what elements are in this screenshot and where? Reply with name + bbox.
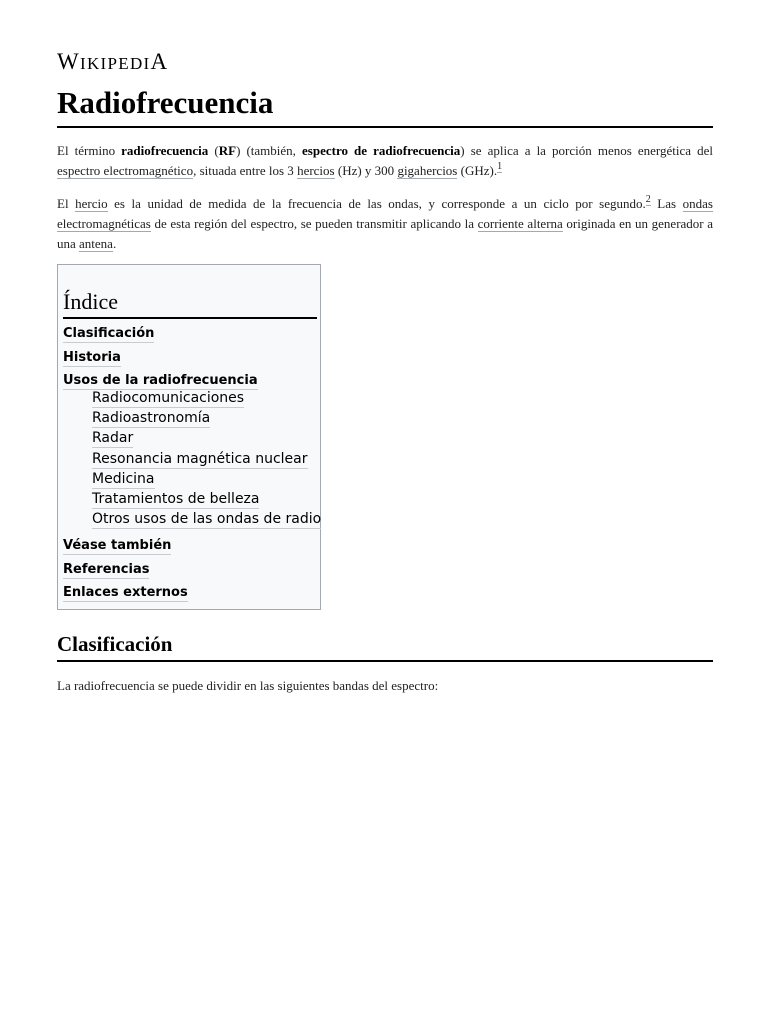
text-run: de esta región del espectro, se pueden transmitir aplicando la [150, 216, 478, 231]
toc-item-historia[interactable]: Historia [63, 350, 121, 365]
link-hercios[interactable]: hercios [297, 163, 335, 178]
toc-item-tratamientos[interactable]: Tratamientos de belleza [92, 491, 260, 507]
text-run: Las [650, 196, 683, 211]
text-run: El término [57, 143, 122, 158]
text-run: , situada entre los 3 [193, 163, 298, 178]
wordmark-letter-a: A [150, 49, 169, 74]
text-run: (Hz) y 300 [334, 163, 398, 178]
toc-item-clasificacion[interactable]: Clasificación [63, 326, 155, 341]
section-heading-clasificacion: Clasificación [57, 630, 713, 662]
section-paragraph: La radiofrecuencia se puede dividir en las siguientes bandas del espectro: [57, 678, 439, 693]
toc-item-usos[interactable]: Usos de la radiofrecuencia [63, 373, 258, 388]
text-run: ( [208, 143, 219, 158]
toc-item-resonancia[interactable]: Resonancia magnética nuclear [92, 451, 308, 467]
bold-term: RF [218, 143, 237, 158]
wikipedia-wordmark[interactable] [57, 49, 168, 75]
link-hercio[interactable]: hercio [75, 196, 108, 211]
link-ondas-electromagneticas[interactable]: ondas electromagnéticas [57, 196, 713, 231]
wordmark-letter-w: W [57, 49, 81, 74]
reference-1[interactable]: 1 [497, 161, 503, 172]
bold-term: espectro de radiofrecuencia [302, 143, 461, 158]
bold-term: radiofrecuencia [121, 143, 209, 158]
toc-item-medicina[interactable]: Medicina [92, 471, 155, 487]
text-run: . [112, 236, 117, 251]
reference-2[interactable]: 2 [645, 194, 651, 205]
text-run: (GHz). [457, 163, 498, 178]
link-corriente-alterna[interactable]: corriente alterna [477, 216, 563, 231]
text-run: El [57, 196, 76, 211]
toc-item-referencias[interactable]: Referencias [63, 562, 150, 577]
link-gigahercios[interactable]: gigahercios [397, 163, 458, 178]
text-run: ) se aplica a la porción menos energética del [460, 143, 713, 158]
toc-item-radioastronomia[interactable]: Radioastronomía [92, 410, 211, 426]
toc-item-otros-usos[interactable]: Otros usos de las ondas de radio [92, 511, 322, 527]
toc-item-radar[interactable]: Radar [92, 430, 134, 446]
page-title: Radiofrecuencia [57, 84, 713, 128]
intro-paragraph-1 [57, 141, 713, 181]
link-espectro-electromagnetico[interactable]: espectro electromagnético [57, 163, 194, 178]
text-run: es la unidad de medida de la frecuencia de las ondas, y corresponde a un ciclo por segundo. [107, 196, 646, 211]
intro-paragraph-2 [57, 194, 713, 254]
text-run: ) (también, [236, 143, 303, 158]
link-antena[interactable]: antena [79, 236, 113, 251]
toc-item-vease-tambien[interactable]: Véase también [63, 538, 172, 553]
text-run: originada en un generador a una [57, 216, 714, 251]
toc-title: Índice [63, 287, 317, 319]
toc-item-radiocomunicaciones[interactable]: Radiocomunicaciones [92, 390, 245, 406]
wordmark-letters: IKIPEDI [80, 54, 151, 73]
toc-item-enlaces-externos[interactable]: Enlaces externos [63, 585, 188, 600]
table-of-contents [57, 264, 321, 610]
